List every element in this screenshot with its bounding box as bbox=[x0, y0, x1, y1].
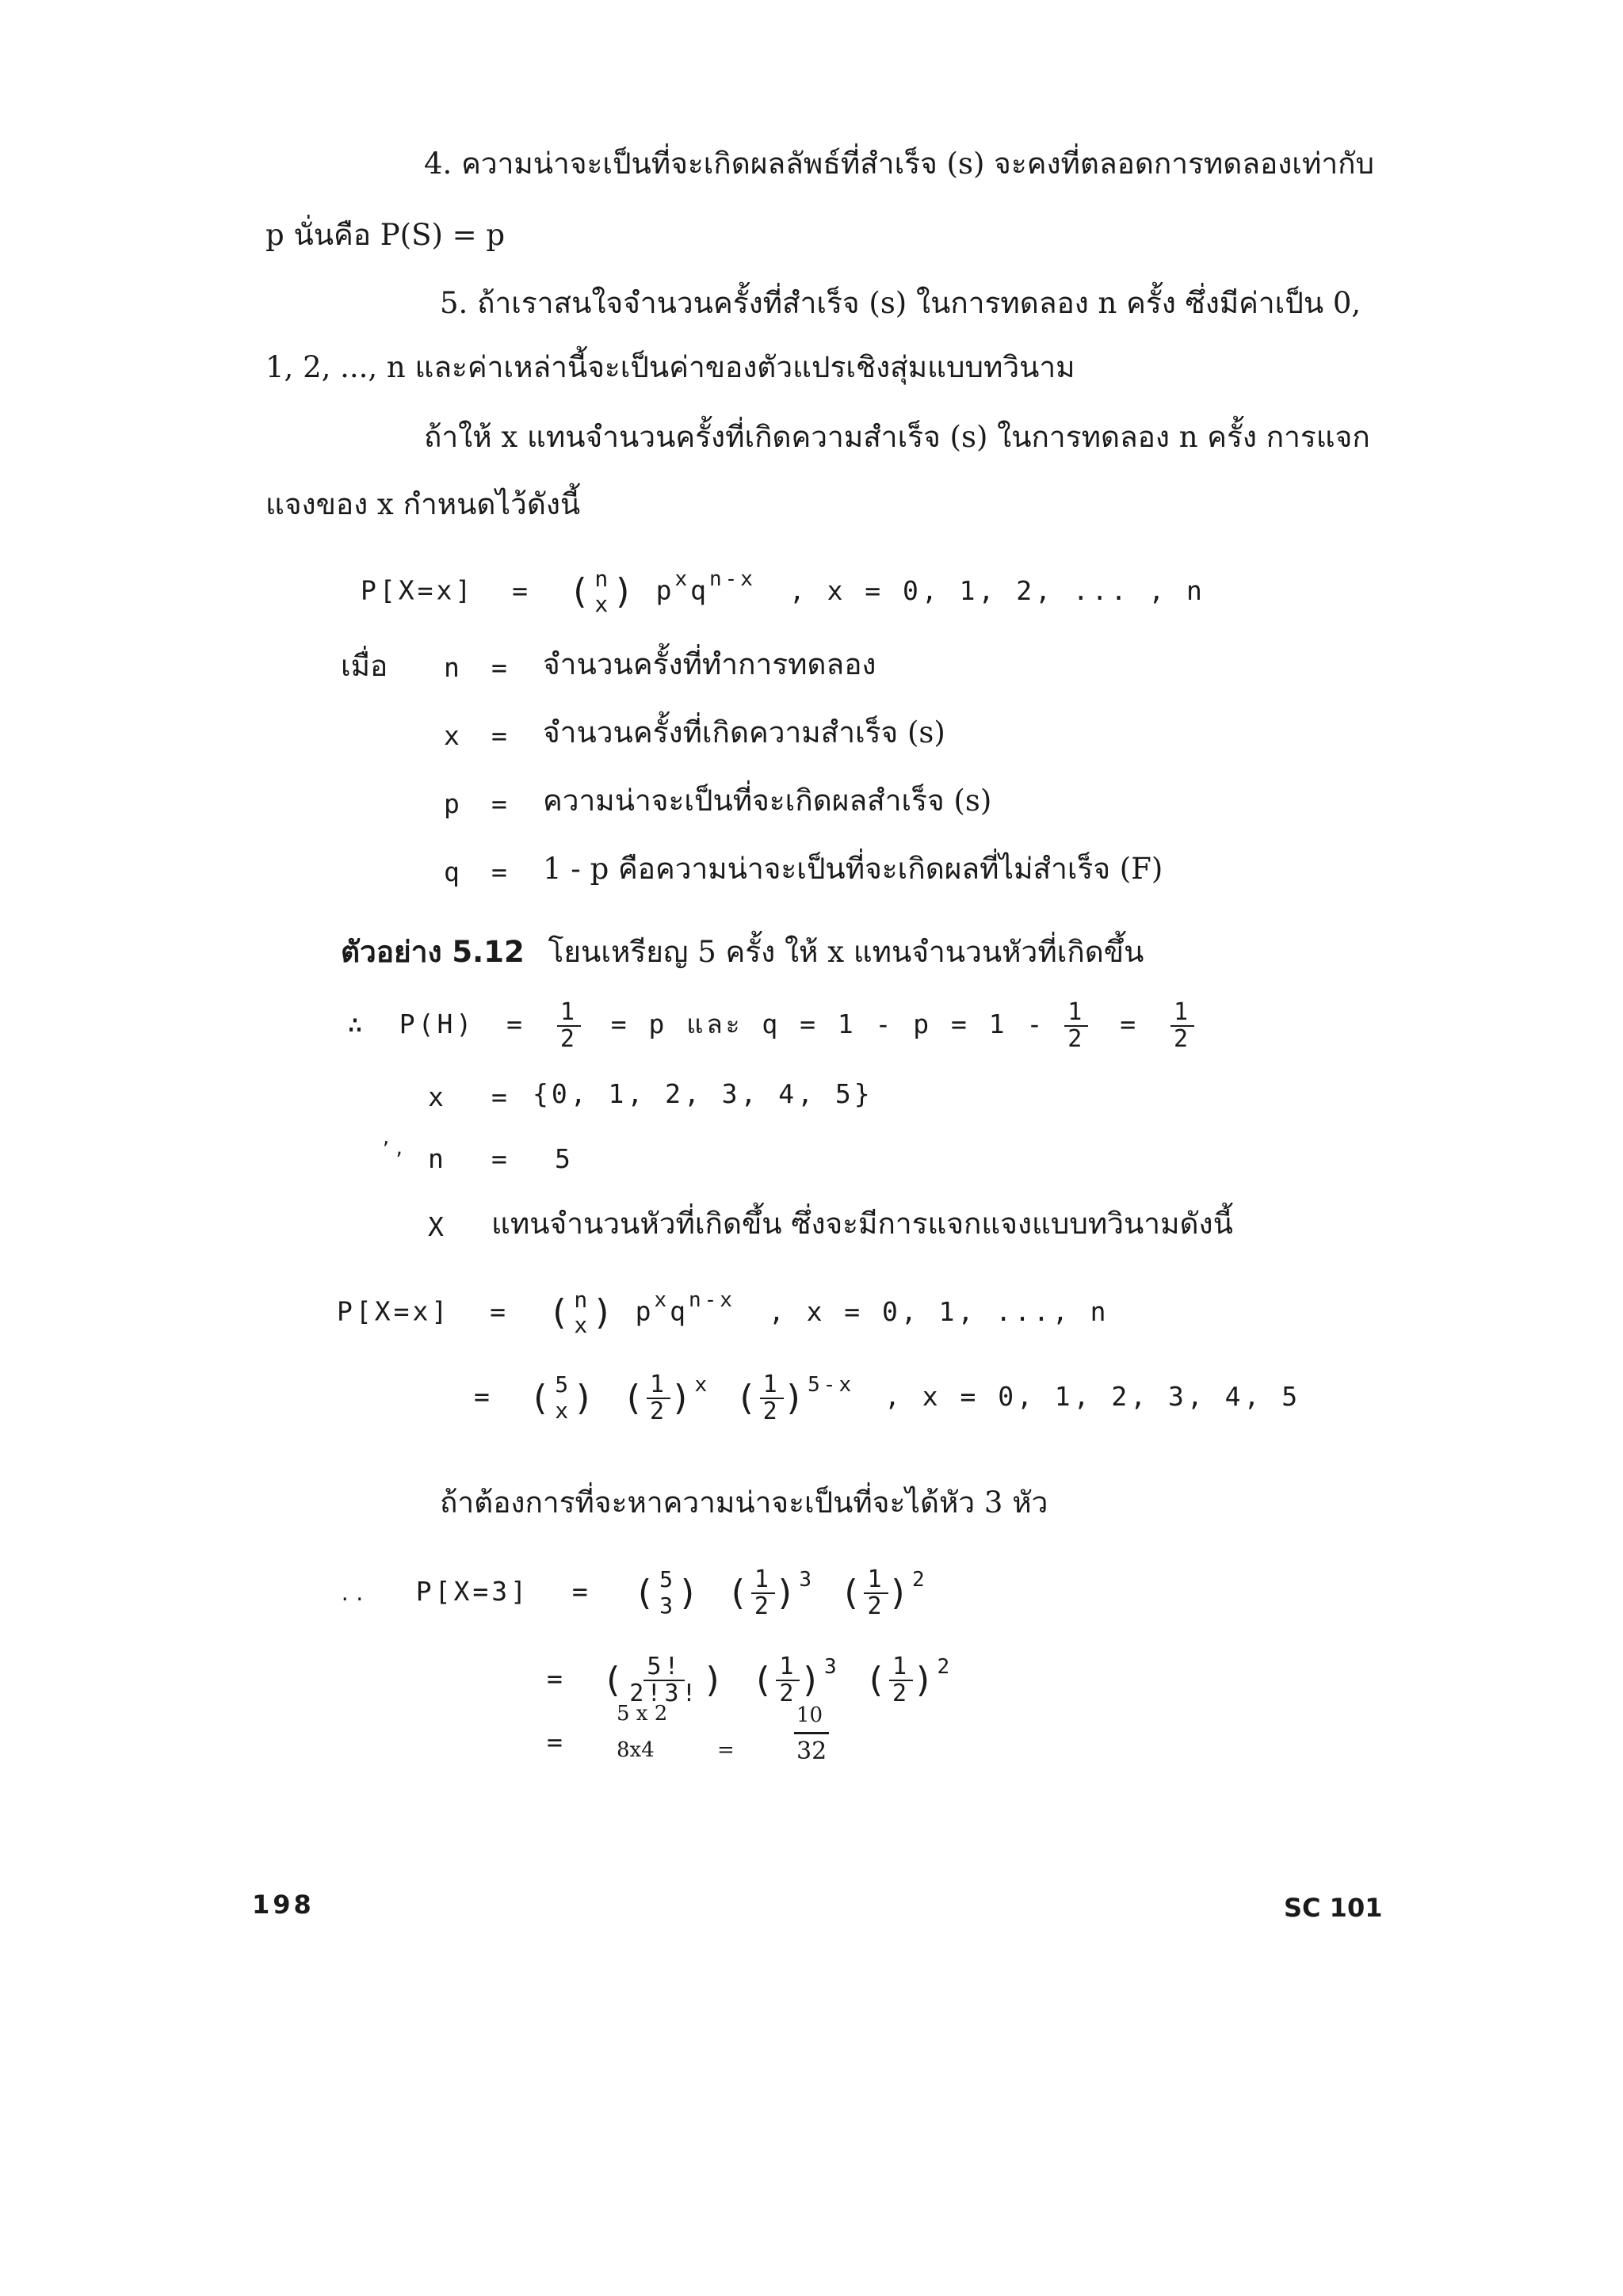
item4-line2: p นั่นคือ P(S) = p bbox=[265, 218, 506, 252]
formula-1 bbox=[361, 566, 1205, 617]
formula-2-lhs: P[X=x] bbox=[337, 1295, 451, 1327]
half-den: 2 bbox=[1067, 1024, 1086, 1053]
result-den: 32 bbox=[796, 1737, 827, 1765]
calc-den: 8x4 bbox=[617, 1738, 655, 1762]
def-desc-n: จำนวนครั้งที่ทำการทดลอง bbox=[543, 647, 876, 681]
binom-bottom: 3 bbox=[659, 1592, 676, 1619]
want-line: ถ้าต้องการที่จะหาความน่าจะเป็นที่จะได้หัว 3 หัว bbox=[440, 1486, 1048, 1520]
half-den: 2 bbox=[1173, 1024, 1191, 1053]
formula-1-lhs: P[X=x] bbox=[361, 574, 475, 606]
let-line2: แจงของ x กำหนดไว้ดังนี้ bbox=[265, 487, 581, 521]
example-text: โยนเหรียญ 5 ครั้ง ให้ x แทนจำนวนหัวที่เกิดขึ้น bbox=[548, 935, 1144, 969]
ph-eq2: = bbox=[1120, 1009, 1140, 1039]
x-desc: แทนจำนวนหัวที่เกิดขึ้น ซึ่งจะมีการแจกแจงแบบทวินามดังนี้ bbox=[491, 1207, 1233, 1241]
half-den: 2 bbox=[779, 1679, 797, 1707]
p3-line2-half-1: ( $\frac{1}{2}$ ) bbox=[751, 1653, 824, 1707]
formula-2-binom: ( n x ) bbox=[548, 1287, 617, 1339]
half-num: 1 bbox=[1170, 1000, 1194, 1027]
formula-1-eq: = bbox=[512, 574, 531, 606]
formula-3-range: , x = 0, 1, 2, 3, 4, 5 bbox=[884, 1381, 1301, 1412]
dots: .. bbox=[339, 1583, 369, 1605]
n-val: 5 bbox=[555, 1143, 574, 1174]
half-num: 1 bbox=[557, 1000, 581, 1027]
calc-num: 5 x 2 bbox=[617, 1702, 668, 1726]
p3-binom: ( 5 3 ) bbox=[633, 1566, 702, 1619]
x-set-sym: x bbox=[428, 1081, 447, 1112]
factorial-paren: ( $\frac{5!}{2!3!}$ ) bbox=[601, 1653, 727, 1707]
def-eq-n: = bbox=[491, 652, 510, 683]
p3-line2-exp2: 2 bbox=[937, 1655, 953, 1679]
formula-3-binom: ( 5 x ) bbox=[529, 1371, 598, 1424]
example-label: ตัวอย่าง 5.12 bbox=[341, 935, 525, 969]
half-num: 1 bbox=[751, 1567, 775, 1594]
formula-3-exp-x: x bbox=[694, 1373, 711, 1397]
p3-line2-exp3: 3 bbox=[823, 1655, 840, 1679]
half-num: 1 bbox=[1064, 1000, 1088, 1027]
ph-eq: = bbox=[506, 1009, 525, 1039]
def-desc-p: ความน่าจะเป็นที่จะเกิดผลสำเร็จ (s) bbox=[543, 784, 992, 818]
half-num: 1 bbox=[889, 1654, 913, 1681]
binom-top: 5 bbox=[659, 1566, 676, 1593]
let-line1: ถ้าให้ x แทนจำนวนครั้งที่เกิดความสำเร็จ (s) ในการทดลอง n ครั้ง การแจก bbox=[424, 420, 1370, 454]
half-paren-2: ( $\frac{1}{2}$ ) bbox=[735, 1371, 808, 1425]
formula-1-range: , x = 0, 1, 2, ... , n bbox=[789, 574, 1205, 606]
fact-den: 2!3! bbox=[629, 1679, 700, 1707]
ph-mid: = p และ q = 1 - p = 1 - bbox=[610, 1009, 1046, 1039]
binom-bottom: x bbox=[594, 591, 612, 618]
therefore-symbol: ∴ bbox=[347, 1009, 366, 1039]
p3-half-1: ( $\frac{1}{2}$ ) bbox=[727, 1566, 800, 1620]
binom-bottom: x bbox=[555, 1397, 572, 1424]
p3-line2-half-2: ( $\frac{1}{2}$ ) bbox=[865, 1653, 938, 1707]
n-sym: n bbox=[428, 1143, 447, 1174]
ph-lhs: P(H) bbox=[399, 1009, 475, 1039]
half-num: 1 bbox=[760, 1372, 784, 1399]
def-sym-n: n bbox=[444, 652, 463, 683]
p3-line2 bbox=[547, 1654, 953, 1706]
half-paren-1: ( $\frac{1}{2}$ ) bbox=[622, 1371, 695, 1425]
binom-top: 5 bbox=[555, 1371, 572, 1398]
p3-line1 bbox=[339, 1567, 928, 1619]
def-eq-x: = bbox=[491, 720, 510, 751]
when-label: เมื่อ bbox=[341, 649, 388, 683]
p3-eq: = bbox=[571, 1576, 591, 1607]
def-sym-p: p bbox=[444, 788, 463, 819]
p3-half-2: ( $\frac{1}{2}$ ) bbox=[839, 1566, 913, 1620]
item5-line1: 5. ถ้าเราสนใจจำนวนครั้งที่สำเร็จ (s) ในการทดลอง n ครั้ง ซึ่งมีค่าเป็น 0, bbox=[440, 286, 1361, 320]
result-num: 10 bbox=[796, 1703, 823, 1727]
calc-eq: = bbox=[717, 1738, 735, 1762]
formula-1-p: p bbox=[655, 574, 675, 606]
def-sym-x: x bbox=[444, 720, 463, 751]
p3-line3-eq: = bbox=[547, 1726, 566, 1757]
item5-line2: 1, 2, ..., n และค่าเหล่านี้จะเป็นค่าของตัวแปรเชิงสุ่มแบบทวินาม bbox=[265, 350, 1075, 384]
formula-1-binom: ( n x ) bbox=[568, 566, 637, 618]
x-set-eq: = bbox=[491, 1081, 510, 1112]
example-heading bbox=[341, 937, 1144, 967]
formula-2-range: , x = 0, 1, ..., n bbox=[768, 1295, 1109, 1327]
binom-top: n bbox=[594, 566, 612, 592]
binom-bottom: x bbox=[574, 1312, 591, 1339]
p3-lhs: P[X=3] bbox=[415, 1576, 529, 1607]
p3-exp2: 2 bbox=[912, 1568, 928, 1592]
half-fraction-2 bbox=[1064, 1000, 1088, 1051]
p3-exp3: 3 bbox=[799, 1568, 815, 1592]
half-den: 2 bbox=[754, 1592, 772, 1620]
formula-2-eq: = bbox=[490, 1295, 509, 1327]
formula-2-exp-x: x bbox=[654, 1287, 670, 1312]
formula-2-p: p bbox=[635, 1295, 655, 1327]
half-num: 1 bbox=[776, 1654, 800, 1681]
course-code: SC 101 bbox=[1284, 1893, 1383, 1923]
def-eq-q: = bbox=[491, 856, 510, 887]
formula-2-q: q bbox=[670, 1295, 689, 1327]
x-desc-sym: X bbox=[428, 1211, 447, 1242]
binom-top: n bbox=[574, 1287, 591, 1313]
half-den: 2 bbox=[762, 1397, 781, 1425]
result-fraction-bar bbox=[794, 1732, 829, 1734]
half-den: 2 bbox=[649, 1397, 668, 1425]
formula-3-exp-5x: 5-x bbox=[808, 1373, 855, 1397]
x-set: {0, 1, 2, 3, 4, 5} bbox=[533, 1078, 873, 1109]
formula-2 bbox=[337, 1287, 1109, 1338]
half-num: 1 bbox=[647, 1372, 670, 1399]
formula-1-q: q bbox=[690, 574, 709, 606]
p3-line2-eq: = bbox=[547, 1663, 566, 1694]
formula-1-exp-nx: n-x bbox=[708, 566, 756, 591]
ph-line bbox=[347, 1000, 1194, 1051]
page-number: 198 bbox=[252, 1890, 315, 1920]
item4-line1: 4. ความน่าจะเป็นที่จะเกิดผลลัพธ์ที่สำเร็จ (s) จะคงที่ตลอดการทดลองเท่ากับ bbox=[424, 147, 1374, 181]
formula-3-eq: = bbox=[474, 1381, 493, 1412]
fact-num: 5! bbox=[643, 1654, 685, 1681]
def-eq-p: = bbox=[491, 788, 510, 819]
half-den: 2 bbox=[559, 1024, 578, 1053]
n-eq: = bbox=[491, 1143, 510, 1174]
half-den: 2 bbox=[867, 1592, 885, 1620]
half-fraction-1 bbox=[557, 1000, 581, 1051]
half-fraction-3 bbox=[1170, 1000, 1194, 1051]
def-sym-q: q bbox=[444, 856, 463, 887]
formula-1-exp-x: x bbox=[674, 566, 691, 591]
formula-2-exp-nx: n-x bbox=[688, 1287, 735, 1312]
n-mark: ʼ, bbox=[380, 1139, 408, 1159]
def-desc-x: จำนวนครั้งที่เกิดความสำเร็จ (s) bbox=[543, 715, 945, 749]
def-desc-q: 1 - p คือความน่าจะเป็นที่จะเกิดผลที่ไม่สำเร็จ (F) bbox=[543, 852, 1163, 886]
half-num: 1 bbox=[864, 1567, 888, 1594]
half-den: 2 bbox=[892, 1679, 911, 1707]
formula-3 bbox=[474, 1372, 1300, 1424]
